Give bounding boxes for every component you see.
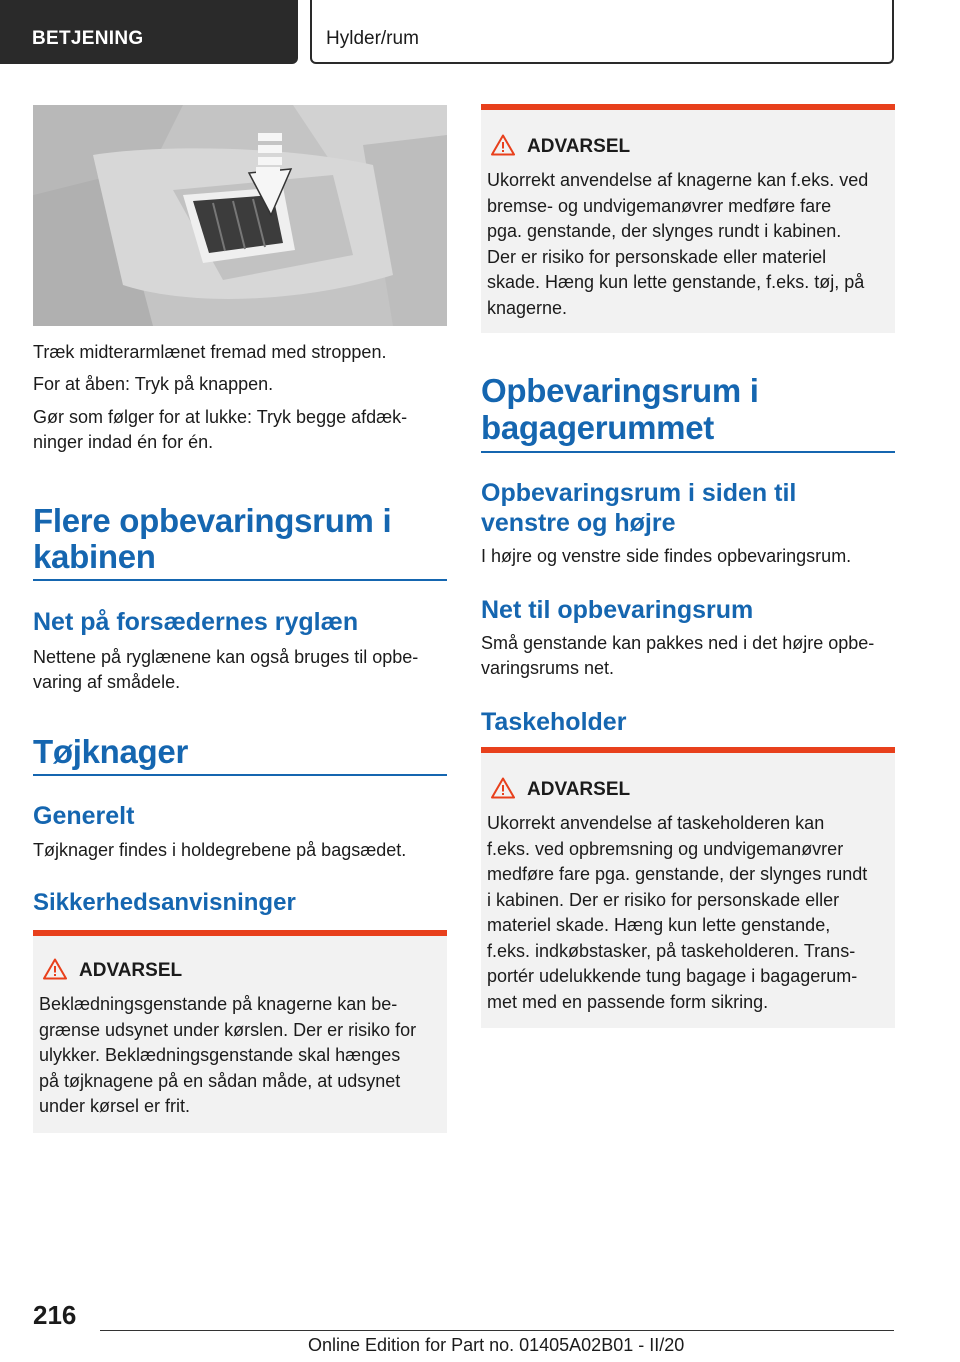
armrest-photo — [33, 105, 447, 326]
general-text: Tøjknager findes i holdegrebene på bagsædet. — [33, 840, 407, 860]
warning-line: ulykker. Beklædningsgenstande skal hænges — [39, 1045, 401, 1065]
warning-triangle-icon — [43, 958, 67, 980]
armrest-illustration — [33, 105, 447, 326]
heading-side-storage-a: Opbevaringsrum i siden til — [481, 479, 797, 507]
warning-line: pga. genstande, der slynges rundt i kabinen. — [487, 221, 842, 241]
warning-line: f.eks. ved opbremsning og undvigemanøvrer — [487, 839, 844, 859]
warning-line: Beklædningsgenstande på knagerne kan be- — [39, 994, 398, 1014]
section-tab — [0, 0, 298, 64]
heading-storage-net: Net til opbevaringsrum — [481, 596, 754, 624]
chapter-title: Hylder/rum — [326, 28, 419, 49]
heading-more-storage-a: Flere opbevaringsrum i — [33, 502, 392, 539]
heading-rule — [481, 451, 895, 453]
seat-nets-line-1: Nettene på ryglænene kan også bruges til opbe- — [33, 647, 419, 667]
section-title: BETJENING — [32, 28, 144, 49]
warning-title: ADVARSEL — [79, 960, 183, 981]
heading-more-storage-b: kabinen — [33, 538, 156, 575]
intro-line-3a: Gør som følger for at lukke: Tryk begge afdæk- — [33, 407, 408, 427]
warning-title: ADVARSEL — [527, 779, 631, 800]
warning-line: bremse- og undvigemanøvrer medføre fare — [487, 196, 832, 216]
side-storage-text: I højre og venstre side findes opbevaringsrum. — [481, 546, 852, 566]
warning-line: skade. Hæng kun lette genstande, f.eks. tøj, på — [487, 272, 865, 292]
storage-net-line-1: Små genstande kan pakkes ned i det højre opbe- — [481, 633, 875, 653]
warning-line: Ukorrekt anvendelse af knagerne kan f.eks. ved — [487, 170, 869, 190]
warning-line: portér udelukkende tung bagage i bagagerum- — [487, 966, 858, 986]
heading-rule — [33, 774, 447, 776]
warning-line: materiel skade. Hæng kun lette genstande, — [487, 915, 831, 935]
warning-box-bag-holder — [481, 747, 895, 1028]
warning-line: grænse udsynet under kørslen. Der er risiko for — [39, 1020, 417, 1040]
warning-line: knagerne. — [487, 298, 568, 318]
warning-line: på tøjknagene på en sådan måde, at udsynet — [39, 1071, 401, 1091]
warning-line: medføre fare pga. genstande, der slynges rundt — [487, 864, 868, 884]
heading-clothes-hooks: Tøjknager — [33, 733, 189, 770]
intro-line-2: For at åben: Tryk på knappen. — [33, 374, 274, 394]
intro-line-3b: ninger indad én for én. — [33, 432, 214, 452]
heading-side-storage-b: venstre og højre — [481, 509, 676, 537]
warning-triangle-icon — [491, 134, 515, 156]
warning-triangle-icon — [491, 777, 515, 799]
footer-edition: Online Edition for Part no. 01405A02B01 - II/20 — [308, 1335, 685, 1355]
warning-box-hooks — [33, 930, 447, 1133]
warning-line: Ukorrekt anvendelse af taskeholderen kan — [487, 813, 825, 833]
chapter-tab — [310, 0, 894, 64]
heading-general: Generelt — [33, 802, 135, 830]
heading-seat-nets: Net på forsædernes ryglæn — [33, 608, 359, 636]
page-number: 216 — [33, 1300, 77, 1330]
heading-trunk-storage-b: bagagerummet — [481, 409, 714, 446]
heading-trunk-storage-a: Opbevaringsrum i — [481, 372, 759, 409]
heading-rule — [33, 579, 447, 581]
heading-safety: Sikkerhedsanvisninger — [33, 889, 296, 916]
footer-rule — [100, 1330, 894, 1331]
warning-line: met med en passende form sikring. — [487, 992, 769, 1012]
warning-box-hook-misuse — [481, 104, 895, 333]
warning-line: f.eks. indkøbstasker, på taskeholderen. Trans- — [487, 941, 856, 961]
warning-line: Der er risiko for personskade eller materiel — [487, 247, 827, 267]
warning-line: under kørsel er frit. — [39, 1096, 191, 1116]
heading-bag-holder: Taskeholder — [481, 708, 627, 736]
warning-title: ADVARSEL — [527, 136, 631, 157]
warning-line: i kabinen. Der er risiko for personskade eller — [487, 890, 840, 910]
storage-net-line-2: varingsrums net. — [481, 658, 615, 678]
seat-nets-line-2: varing af smådele. — [33, 672, 181, 692]
intro-line-1: Træk midterarmlænet fremad med stroppen. — [33, 342, 387, 362]
